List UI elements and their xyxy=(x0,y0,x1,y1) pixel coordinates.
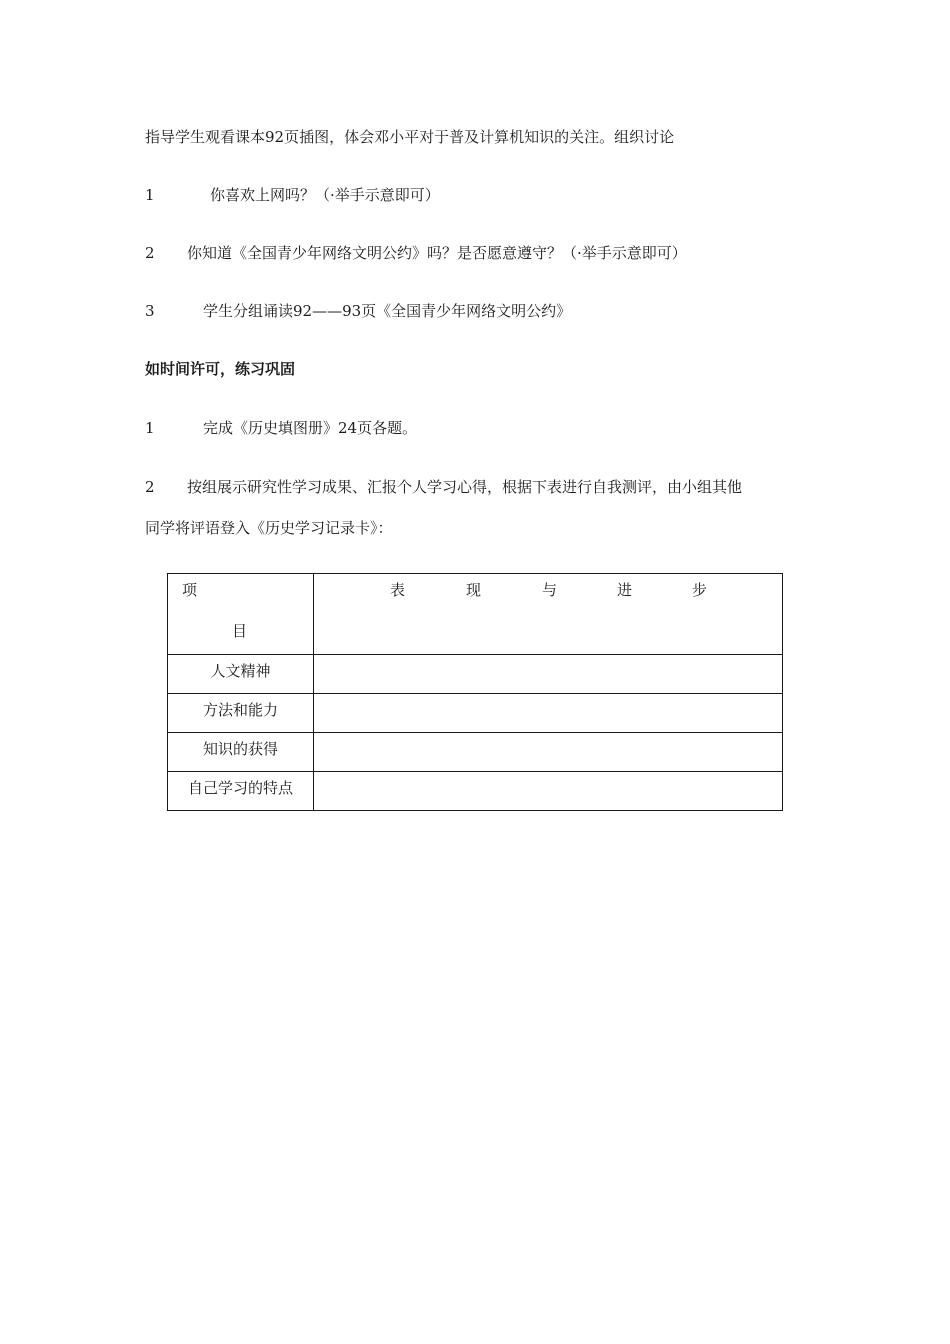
item-number: 2 xyxy=(145,244,155,262)
header-item-top: 项 xyxy=(182,581,198,599)
table-header-row xyxy=(168,574,783,655)
row-label: 知识的获得 xyxy=(168,733,314,772)
practice-item-2-continued: 同学将评语登入《历史学习记录卡》： xyxy=(145,519,393,537)
discussion-item-3 xyxy=(145,301,571,321)
item-text: 你喜欢上网吗？（·举手示意即可） xyxy=(210,186,440,204)
table-row xyxy=(168,733,783,772)
table-row xyxy=(168,694,783,733)
header-performance-cell xyxy=(314,574,783,655)
row-value-cell[interactable] xyxy=(314,655,783,694)
row-label: 人文精神 xyxy=(168,655,314,694)
row-label: 方法和能力 xyxy=(168,694,314,733)
self-evaluation-table xyxy=(167,573,783,811)
header-perf-char: 步 xyxy=(692,581,708,599)
table-row xyxy=(168,655,783,694)
intro-paragraph: 指导学生观看课本92页插图，体会邓小平对于普及计算机知识的关注。组织讨论 xyxy=(145,128,675,146)
header-perf-char: 表 xyxy=(390,581,406,599)
practice-item-2 xyxy=(145,477,742,497)
header-perf-char: 与 xyxy=(542,581,558,599)
item-text: 完成《历史填图册》24页各题。 xyxy=(203,419,418,437)
table-row xyxy=(168,772,783,811)
item-text: 按组展示研究性学习成果、汇报个人学习心得，根据下表进行自我测评，由小组其他 xyxy=(187,478,743,496)
row-value-cell[interactable] xyxy=(314,733,783,772)
discussion-item-2 xyxy=(145,243,687,263)
practice-item-1 xyxy=(145,418,417,438)
header-perf-char: 进 xyxy=(617,581,633,599)
discussion-item-1 xyxy=(145,185,440,205)
row-value-cell[interactable] xyxy=(314,772,783,811)
header-item-cell xyxy=(168,574,314,655)
item-number: 3 xyxy=(145,302,155,320)
item-number: 1 xyxy=(145,186,155,204)
item-number: 1 xyxy=(145,419,155,437)
item-text: 学生分组诵读92——93页《全国青少年网络文明公约》 xyxy=(203,302,572,320)
header-item-bottom: 目 xyxy=(232,622,248,640)
row-label: 自己学习的特点 xyxy=(168,772,314,811)
practice-heading: 如时间许可，练习巩固 xyxy=(145,360,296,378)
row-value-cell[interactable] xyxy=(314,694,783,733)
item-text: 你知道《全国青少年网络文明公约》吗？是否愿意遵守？（·举手示意即可） xyxy=(187,244,687,262)
item-number: 2 xyxy=(145,478,155,496)
header-perf-char: 现 xyxy=(466,581,482,599)
